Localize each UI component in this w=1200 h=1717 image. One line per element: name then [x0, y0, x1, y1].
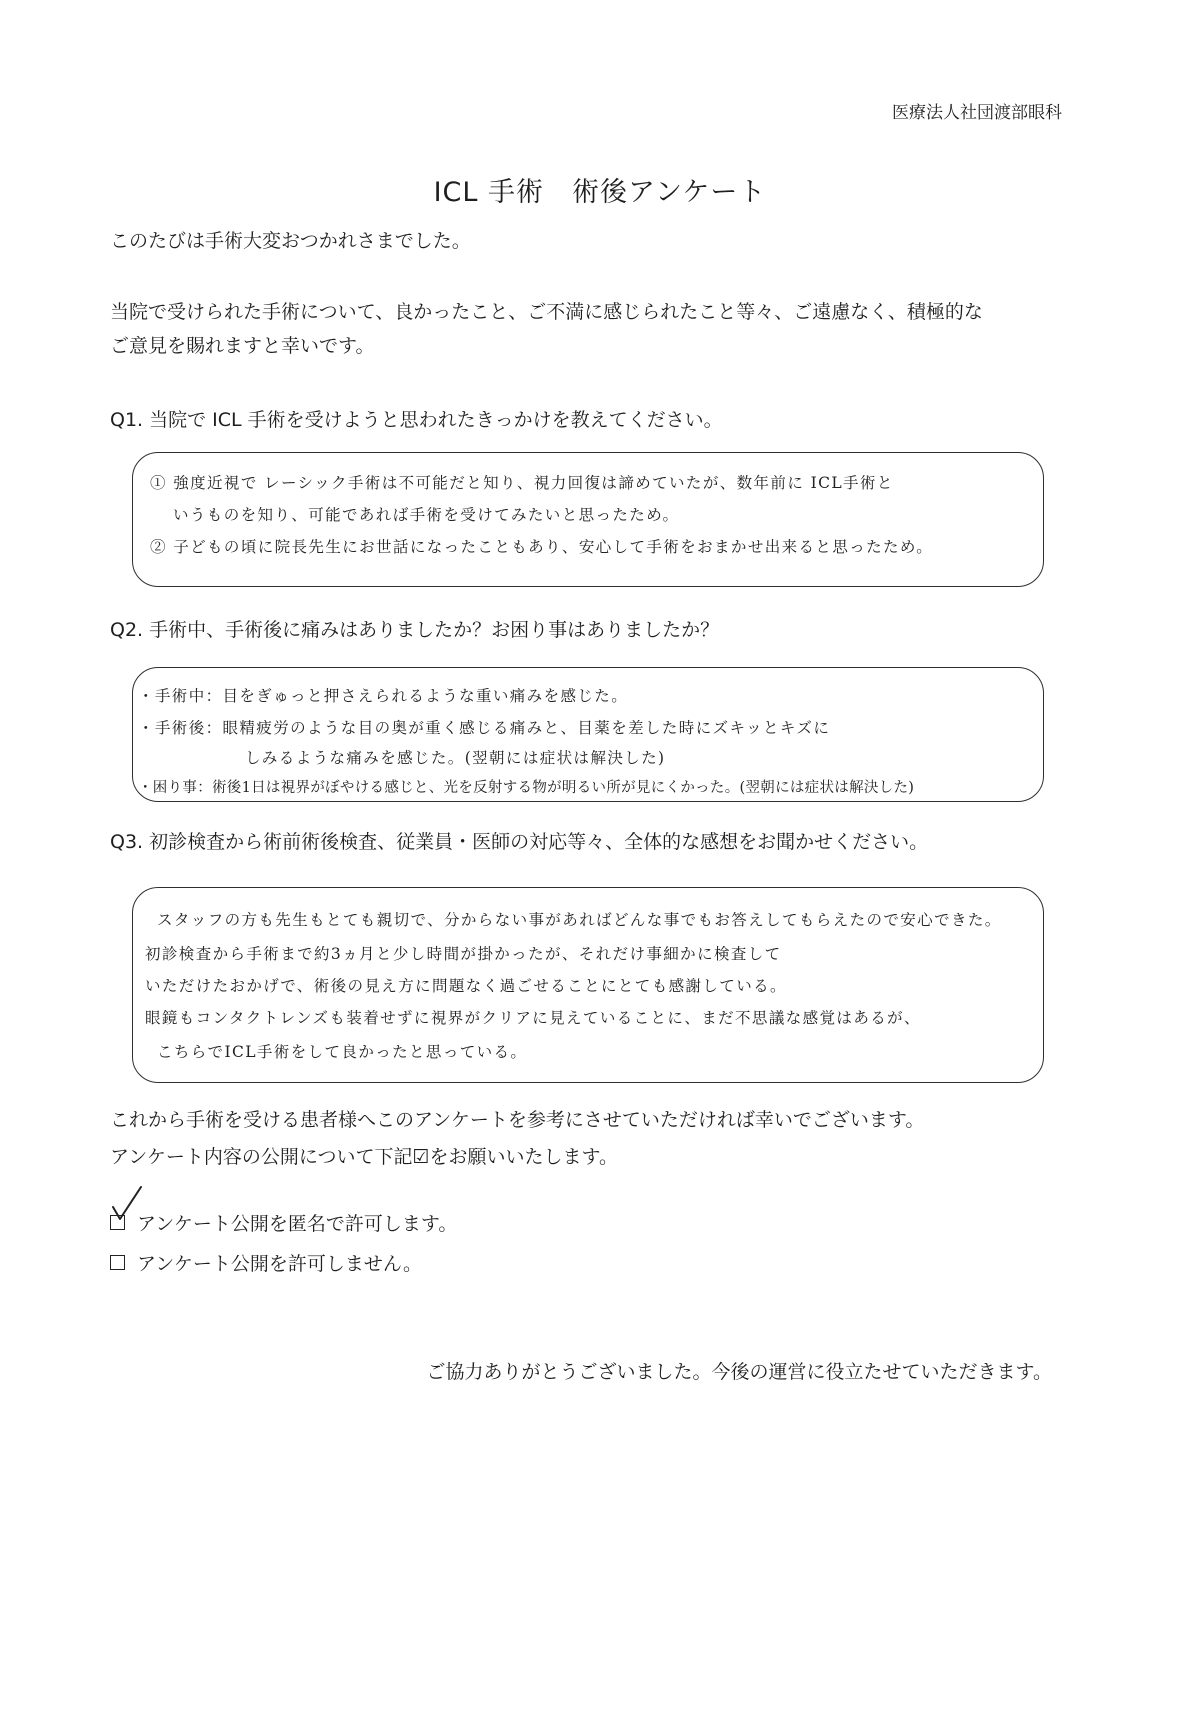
answer-1-line-1: ① 強度近視で レーシック手術は不可能だと知り、視力回復は諦めていたが、数年前に ICL手術と: [150, 474, 894, 492]
question-3-label: Q3. 初診検査から術前術後検査、従業員・医師の対応等々、全体的な感想をお聞かせください。: [110, 831, 929, 853]
answer-box-2: [132, 667, 1044, 802]
page-title: ICL 手術 術後アンケート: [433, 177, 767, 208]
answer-2-line-4: ・困り事：術後1日は視界がぼやける感じと、光を反射する物が明るい所が見にくかった。(翌朝には症状は解決した): [138, 780, 915, 796]
answer-2-line-3: しみるような痛みを感じた。(翌朝には症状は解決した): [245, 749, 666, 767]
answer-box-1: [132, 452, 1044, 587]
answer-2-line-2: ・手術後：眼精疲労のような目の奥が重く感じる痛みと、目薬を差した時にズキッとキズに: [138, 719, 831, 737]
consent-deny-label: アンケート公開を許可しません。: [137, 1253, 423, 1275]
answer-1-line-2: いうものを知り、可能であれば手術を受けてみたいと思ったため。: [173, 506, 680, 524]
organization-name: 医療法人社団渡部眼科: [892, 103, 1062, 123]
answer-3-line-3: いただけたおかげで、術後の見え方に問題なく過ごせることにとても感謝している。: [145, 977, 787, 995]
question-1-label: Q1. 当院で ICL 手術を受けようと思われたきっかけを教えてください。: [110, 409, 723, 431]
request-text-line1: 当院で受けられた手術について、良かったこと、ご不満に感じられたこと等々、ご遠慮なく、積極的な: [110, 301, 983, 323]
answer-3-line-4: 眼鏡もコンタクトレンズも装着せずに視界がクリアに見えていることに、まだ不思議な感覚はあるが、: [145, 1009, 921, 1027]
answer-1-line-3: ② 子どもの頃に院長先生にお世話になったこともあり、安心して手術をおまかせ出来ると思ったため。: [150, 538, 934, 556]
answer-3-line-1: スタッフの方も先生もとても親切で、分からない事があればどんな事でもお答えしてもらえたので安心できた。: [157, 911, 1002, 929]
answer-2-line-1: ・手術中：目をぎゅっと押さえられるような重い痛みを感じた。: [138, 687, 629, 705]
request-text-line2: ご意見を賜れますと幸いです。: [110, 335, 375, 357]
answer-box-3: [132, 887, 1044, 1083]
closing-text-line2: アンケート内容の公開について下記☑をお願いいたします。: [110, 1146, 618, 1168]
consent-allow-label: アンケート公開を匿名で許可します。: [137, 1213, 458, 1235]
greeting-text: このたびは手術大変おつかれさまでした。: [110, 230, 471, 252]
answer-3-line-2: 初診検査から手術まで約3ヵ月と少し時間が掛かったが、それだけ事細かに検査して: [145, 945, 782, 963]
handwritten-check-mark-icon: [110, 1185, 144, 1221]
question-2-label: Q2. 手術中、手術後に痛みはありましたか？お困り事はありましたか？: [110, 619, 720, 641]
checkbox-unchecked-icon[interactable]: [110, 1255, 125, 1270]
consent-allow-anonymous[interactable]: [110, 1209, 457, 1236]
closing-text-line1: これから手術を受ける患者様へこのアンケートを参考にさせていただければ幸いでございます。: [110, 1109, 925, 1131]
thanks-message: ご協力ありがとうございました。今後の運営に役立たせていただきます。: [426, 1361, 1052, 1383]
answer-3-line-5: こちらでICL手術をして良かったと思っている。: [157, 1043, 528, 1061]
consent-deny[interactable]: [110, 1249, 422, 1276]
